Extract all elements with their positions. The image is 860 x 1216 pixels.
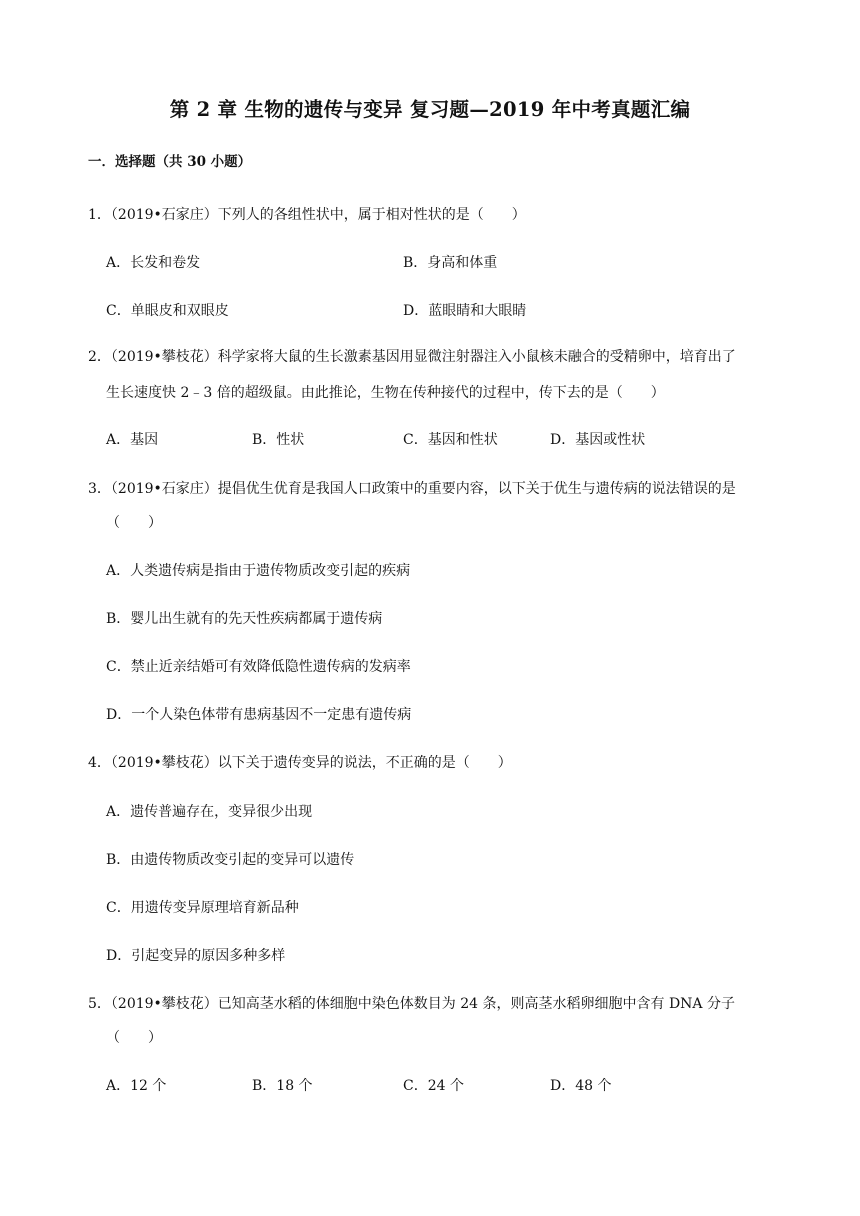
- q2-option-a: A．基因: [106, 432, 159, 448]
- q5-option-c: C．24 个: [403, 1078, 464, 1094]
- q4-option-b: B．由遗传物质改变引起的变异可以遗传: [106, 852, 355, 868]
- q4-option-a: A．遗传普遍存在，变异很少出现: [106, 804, 313, 820]
- q1-option-d: D．蓝眼睛和大眼睛: [403, 303, 527, 319]
- q2-option-b: B．性状: [252, 432, 305, 448]
- q1-option-b: B．身高和体重: [403, 255, 498, 271]
- question-5-stem-line-2: （ ）: [106, 1030, 162, 1046]
- q5-option-a: A．12 个: [106, 1078, 167, 1094]
- q2-option-d: D．基因或性状: [550, 432, 646, 448]
- q4-option-c: C．用遗传变异原理培育新品种: [106, 900, 299, 916]
- q2-option-c: C．基因和性状: [403, 432, 498, 448]
- q1-option-c: C．单眼皮和双眼皮: [106, 303, 229, 319]
- question-2-stem-line-1: 2．（2019•攀枝花）科学家将大鼠的生长激素基因用显微注射器注入小鼠核未融合的受精卵中，培育出了: [88, 349, 736, 365]
- q1-option-a: A．长发和卷发: [106, 255, 201, 271]
- question-3-stem-line-2: （ ）: [106, 515, 162, 531]
- q5-option-b: B．18 个: [252, 1078, 313, 1094]
- q3-option-b: B．婴儿出生就有的先天性疾病都属于遗传病: [106, 611, 383, 627]
- q3-option-d: D．一个人染色体带有患病基因不一定患有遗传病: [106, 707, 412, 723]
- q5-option-d: D．48 个: [550, 1078, 612, 1094]
- question-5-stem-line-1: 5．（2019•攀枝花）已知高茎水稻的体细胞中染色体数目为 24 条，则高茎水稻卵细胞中含有 DNA 分子: [88, 996, 735, 1012]
- section-heading: 一．选择题（共 30 小题）: [88, 154, 252, 170]
- document-title: 第 2 章 生物的遗传与变异 复习题—2019 年中考真题汇编: [169, 98, 691, 121]
- q4-option-d: D．引起变异的原因多种多样: [106, 948, 286, 964]
- question-4-stem: 4．（2019•攀枝花）以下关于遗传变异的说法，不正确的是（ ）: [88, 755, 512, 771]
- q3-option-c: C．禁止近亲结婚可有效降低隐性遗传病的发病率: [106, 659, 411, 675]
- question-1-stem: 1．（2019•石家庄）下列人的各组性状中，属于相对性状的是（ ）: [88, 207, 526, 223]
- q3-option-a: A．人类遗传病是指由于遗传物质改变引起的疾病: [106, 563, 411, 579]
- question-3-stem-line-1: 3．（2019•石家庄）提倡优生优育是我国人口政策中的重要内容，以下关于优生与遗传病的说法错误的是: [88, 481, 736, 497]
- question-2-stem-line-2: 生长速度快 2﹣3 倍的超级鼠。由此推论，生物在传种接代的过程中，传下去的是（ ）: [106, 385, 665, 401]
